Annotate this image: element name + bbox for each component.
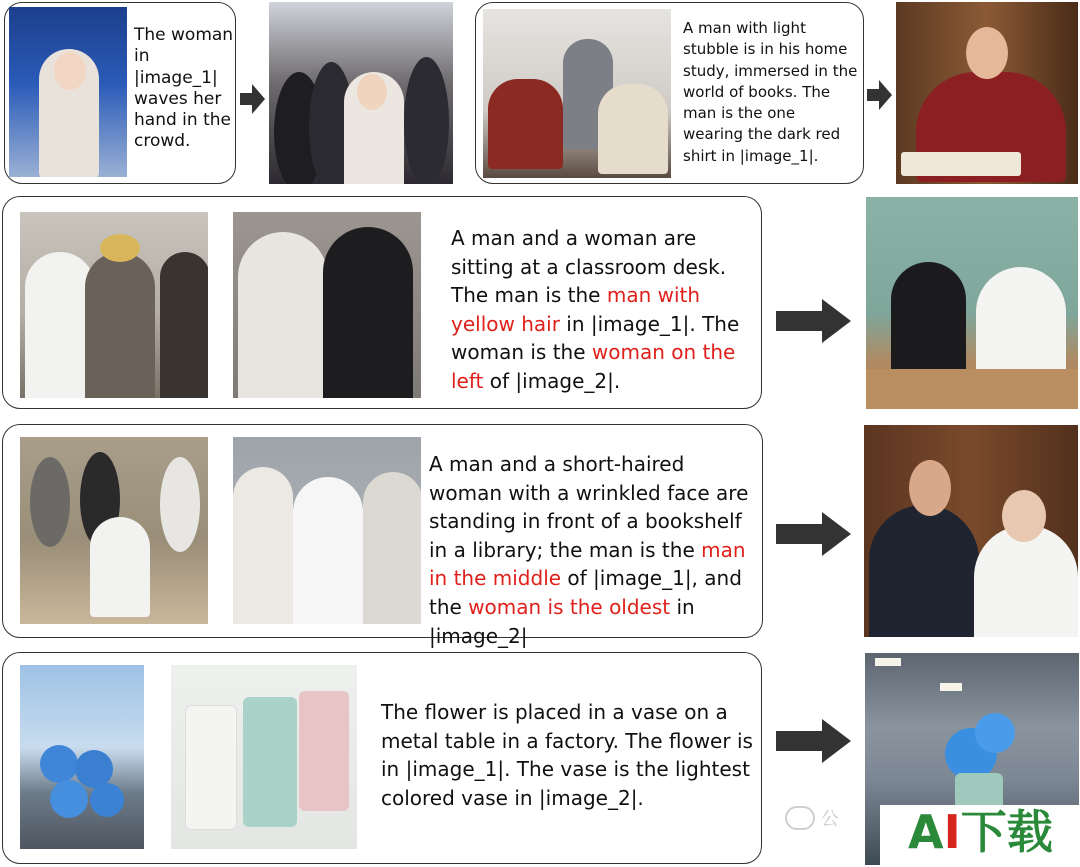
pink-vase [299,691,349,811]
example-2-reference-photo [483,9,671,178]
blue-rose [40,745,78,783]
factory-light [875,658,901,666]
highlighted-phrase: woman is the oldest [468,594,671,619]
book [901,152,1021,176]
man-red-shirt-figure [488,79,563,169]
woman-left-figure [238,232,328,398]
example-2-prompt-text [683,18,859,167]
example-4-reference-photo-2 [233,437,421,624]
woman-figure [233,467,293,624]
woman-head [54,52,86,90]
oldest-woman-figure [293,477,363,624]
man-head [909,460,951,516]
example-2-arrow [867,78,893,112]
woman-head [1002,490,1046,542]
example-3-reference-photo-2 [233,212,421,398]
crowd-figure [404,57,449,184]
example-4-output-photo [864,425,1078,637]
example-5-reference-photo-1 [20,665,144,849]
mint-vase [243,697,297,827]
man-in-the-middle-figure [90,517,150,617]
prompt-segment: The flower is placed in a vase on a metal table in a factory. The flower is in |image_1|. The vase is the lightest colored vase in |image_2|. [381,700,753,810]
example-1-prompt-text [134,25,234,153]
man-head [966,27,1008,79]
example-3-reference-photo-1 [20,212,208,398]
blue-rose [50,780,88,818]
example-5-prompt-text [381,698,753,812]
woman-figure [160,252,208,398]
example-5-reference-photo-2 [171,665,357,849]
highlighted-phrase: man in the middle [429,537,746,591]
yellow-hair [100,234,140,262]
prompt-segment: The woman in |image_1| waves her hand in the crowd. [134,25,234,152]
man-yellow-hair-seated-figure [976,267,1066,382]
example-5-arrow [776,719,852,763]
classroom-desk [866,369,1078,409]
seated-man-figure [598,84,668,174]
woman-seated-figure [891,262,966,382]
example-3-prompt-text [451,224,743,396]
example-1-output-photo [269,2,453,184]
blue-rose [975,713,1015,753]
example-4-prompt-text [429,450,755,650]
brand-watermark [880,805,1080,867]
brand-text: 下载 [960,805,1053,859]
woman-head [357,74,387,110]
chat-bubble-icon [785,806,815,830]
example-4-reference-photo-1 [20,437,208,624]
woman-figure [363,472,421,624]
brand-letter-i: I [943,805,961,859]
prompt-segment: A man and a short-haired woman with a wrinkled face are standing in front of a bookshelf in a library; the man is the [429,452,749,562]
highlighted-phrase: woman on the left [451,340,736,393]
prompt-segment: in |image_2| [429,594,695,648]
watermark-faint-text: 公 [820,809,839,830]
prompt-segment: of |image_2|. [483,368,621,393]
example-3-output-photo [866,197,1078,409]
example-3-arrow [776,299,852,343]
woman-right-figure [323,227,413,398]
faint-watermark [785,805,865,845]
man-yellow-hair-figure [85,252,155,398]
prompt-segment: A man and a woman are sitting at a classroom desk. The man is the [451,226,727,308]
prompt-segment: A man with light stubble is in his home study, immersed in the world of books. The man is the one wearing the dark red shirt in |image_1|. [683,19,858,165]
factory-light [940,683,962,691]
brand-letter-a: A [908,805,944,859]
blue-rose [90,783,124,817]
brand-logo [908,805,1053,859]
highlighted-phrase: man with yellow hair [451,283,701,336]
example-1-reference-photo [9,7,127,177]
man-dark-jacket-figure [869,505,979,637]
group-figure [30,457,70,547]
prompt-segment: in |image_1|. The woman is the [451,311,740,365]
example-1-arrow [240,82,266,116]
example-4-arrow [776,512,852,556]
white-vase [185,705,237,830]
example-2-output-photo [896,2,1078,184]
prompt-segment: of |image_1|, and the [429,566,742,619]
group-figure [160,457,200,552]
